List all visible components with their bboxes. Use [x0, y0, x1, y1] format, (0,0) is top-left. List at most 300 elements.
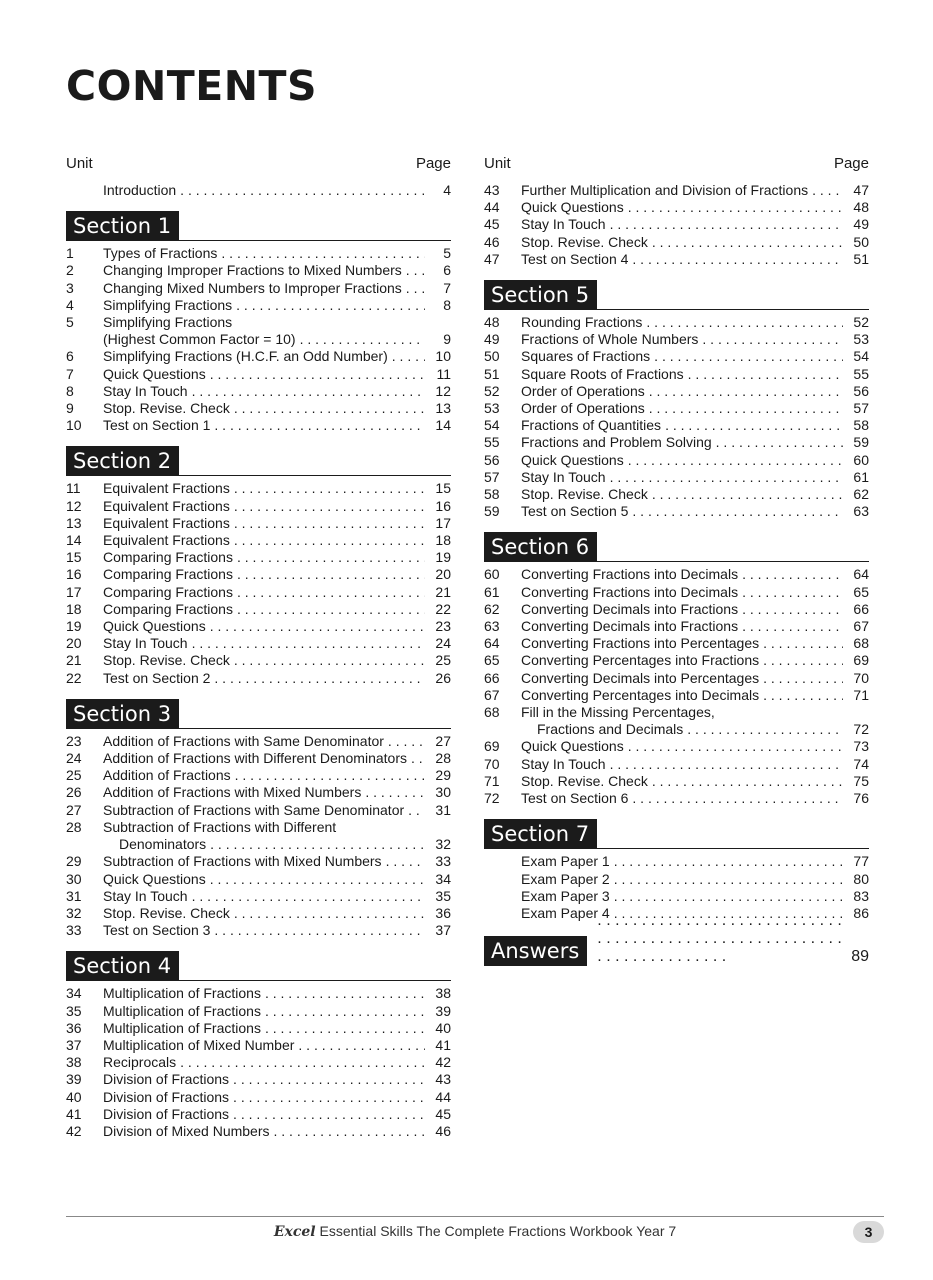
- entry-number: 38: [66, 1054, 82, 1071]
- toc-entry[interactable]: [66, 1003, 451, 1020]
- entry-number: 25: [66, 767, 82, 784]
- entry-number: 56: [484, 451, 500, 468]
- entry-title: Quick Questions: [521, 738, 624, 755]
- entry-number: 23: [66, 732, 82, 749]
- toc-entry[interactable]: [484, 601, 869, 618]
- leader-dots: [233, 1071, 425, 1088]
- toc-entry[interactable]: [484, 434, 869, 451]
- toc-entry[interactable]: [484, 618, 869, 635]
- entry-page: 76: [853, 790, 869, 807]
- entry-title: Rounding Fractions: [521, 314, 643, 331]
- entry-page: 51: [853, 250, 869, 267]
- entry-page: 70: [853, 669, 869, 686]
- entry-title: Stop. Revise. Check: [103, 652, 230, 669]
- toc-entry[interactable]: [66, 280, 451, 297]
- entry-number: 26: [66, 784, 82, 801]
- leader-dots: [652, 234, 843, 251]
- entry-page: 74: [853, 755, 869, 772]
- section-heading: [66, 446, 451, 476]
- entry-number: 2: [66, 262, 74, 279]
- entry-page: 86: [853, 904, 869, 921]
- toc-entry[interactable]: [66, 652, 451, 669]
- page-number: 3: [853, 1221, 884, 1243]
- entry-page: 24: [435, 635, 451, 652]
- entry-page: 26: [435, 669, 451, 686]
- entry-page: 10: [435, 348, 451, 365]
- leader-dots: [386, 853, 425, 870]
- leader-dots: [614, 853, 843, 870]
- toc-entry[interactable]: [484, 566, 869, 583]
- entry-page: 38: [435, 985, 451, 1002]
- toc-entry[interactable]: [66, 498, 451, 515]
- entry-page: 77: [853, 853, 869, 870]
- entry-title: Simplifying Fractions: [103, 314, 233, 331]
- toc-entry[interactable]: [66, 1089, 451, 1106]
- section-heading: [66, 211, 451, 241]
- entry-page: 73: [853, 738, 869, 755]
- toc-entry[interactable]: [66, 532, 451, 549]
- entry-page: 44: [435, 1088, 451, 1105]
- leader-dots: [392, 348, 425, 365]
- toc-entry[interactable]: [66, 314, 451, 331]
- section-rule: [66, 240, 451, 241]
- leader-dots: [411, 750, 425, 767]
- entry-page: 46: [435, 1122, 451, 1139]
- entry-page: 39: [435, 1002, 451, 1019]
- entry-title: Stay In Touch: [521, 755, 606, 772]
- toc-entry[interactable]: [66, 871, 451, 888]
- section-rule: [484, 848, 869, 849]
- entry-page: 6: [443, 262, 451, 279]
- toc-entry[interactable]: [66, 383, 451, 400]
- leader-dots: [234, 480, 425, 497]
- page-header: Page: [415, 154, 451, 172]
- toc-entry[interactable]: [66, 1123, 451, 1140]
- leader-dots: [610, 216, 843, 233]
- leader-dots: [649, 400, 843, 417]
- leader-dots: [628, 452, 843, 469]
- entry-page: 19: [435, 549, 451, 566]
- toc-entry[interactable]: [484, 670, 869, 687]
- toc-entry[interactable]: [66, 802, 451, 819]
- entry-number: 57: [484, 468, 500, 485]
- section-rule: [66, 475, 451, 476]
- entry-number: 49: [484, 331, 500, 348]
- toc-entry[interactable]: [66, 750, 451, 767]
- entry-page: 40: [435, 1019, 451, 1036]
- toc-entry[interactable]: [66, 601, 451, 618]
- leader-dots: [649, 383, 843, 400]
- entry-page: 29: [435, 767, 451, 784]
- entry-title: Converting Decimals into Percentages: [521, 669, 760, 686]
- toc-entry[interactable]: [484, 888, 869, 905]
- leader-dots: [763, 635, 843, 652]
- entry-title: Converting Fractions into Percentages: [521, 635, 760, 652]
- entry-number: 43: [484, 182, 500, 198]
- toc-entry[interactable]: [66, 245, 451, 262]
- toc-entry[interactable]: [484, 348, 869, 365]
- entry-title: Quick Questions: [103, 618, 206, 635]
- entry-number: 16: [66, 566, 82, 583]
- toc-entry[interactable]: [66, 566, 451, 583]
- entry-number: 36: [66, 1019, 82, 1036]
- leader-dots: [742, 584, 843, 601]
- entry-page: 35: [435, 887, 451, 904]
- toc-entry-continued[interactable]: [484, 721, 869, 738]
- leader-dots: [365, 784, 425, 801]
- entry-page: 72: [853, 721, 869, 738]
- entry-title: Comparing Fractions: [103, 583, 233, 600]
- entry-page: 62: [853, 486, 869, 503]
- entry-title: Equivalent Fractions: [103, 480, 230, 497]
- entry-page: 37: [435, 922, 451, 939]
- entry-title: Stop. Revise. Check: [521, 486, 648, 503]
- entry-title: Addition of Fractions with Same Denominator: [103, 732, 384, 749]
- entry-page: 45: [435, 1105, 451, 1122]
- entry-title: Converting Decimals into Fractions: [521, 600, 739, 617]
- leader-dots: [234, 400, 425, 417]
- toc-entry[interactable]: [66, 819, 451, 836]
- entry-page: 25: [435, 652, 451, 669]
- entry-number: 22: [66, 669, 82, 686]
- entry-number: 21: [66, 652, 82, 669]
- column-header: [66, 148, 451, 178]
- entry-page: 52: [853, 314, 869, 331]
- toc-entry-answers[interactable]: [484, 938, 869, 966]
- toc-entry[interactable]: [66, 853, 451, 870]
- entry-title: Addition of Fractions: [103, 767, 231, 784]
- entry-number: 54: [484, 417, 500, 434]
- entry-title: Division of Fractions: [103, 1088, 230, 1105]
- toc-entry[interactable]: [66, 922, 451, 939]
- entry-title: Test on Section 2: [103, 669, 211, 686]
- leader-dots: [210, 836, 425, 853]
- entry-number: 35: [66, 1002, 82, 1019]
- entry-number: 9: [66, 400, 74, 417]
- toc-entry[interactable]: [484, 331, 869, 348]
- entry-page: 67: [853, 618, 869, 635]
- toc-entry-continued[interactable]: [66, 836, 451, 853]
- entry-page: 17: [435, 514, 451, 531]
- toc-entry[interactable]: [484, 417, 869, 434]
- unit-header: Unit: [484, 154, 511, 172]
- entry-page: 54: [853, 348, 869, 365]
- toc-entry-continued[interactable]: [66, 331, 451, 348]
- entry-page: 21: [435, 583, 451, 600]
- entry-page: 58: [853, 417, 869, 434]
- entry-number: 32: [66, 904, 82, 921]
- entry-number: 59: [484, 503, 500, 520]
- leader-dots: [234, 498, 425, 515]
- entry-title: Converting Percentages into Decimals: [521, 686, 760, 703]
- column-header: [484, 148, 869, 178]
- entry-title: Test on Section 3: [103, 922, 211, 939]
- section-label: Section 6: [484, 532, 597, 562]
- entry-title: Test on Section 1: [103, 417, 211, 434]
- entry-page: 13: [435, 400, 451, 417]
- entry-title: Stop. Revise. Check: [521, 233, 648, 250]
- entry-page: 32: [435, 836, 451, 853]
- toc-entry[interactable]: [484, 486, 869, 503]
- entry-title: Addition of Fractions with Mixed Numbers: [103, 784, 362, 801]
- toc-entry[interactable]: [66, 1054, 451, 1071]
- page-title: CONTENTS: [66, 62, 318, 110]
- leader-dots: [234, 652, 425, 669]
- entry-number: 3: [66, 279, 74, 296]
- toc-entry[interactable]: [484, 773, 869, 790]
- leader-dots: [234, 905, 425, 922]
- leader-dots: [646, 314, 843, 331]
- entry-title: Multiplication of Fractions: [103, 1019, 261, 1036]
- leader-dots: [210, 871, 425, 888]
- entry-number: 13: [66, 514, 82, 531]
- answers-heading: Answers: [484, 936, 587, 966]
- toc-entry-introduction[interactable]: [66, 182, 451, 199]
- section-label: Section 1: [66, 211, 179, 241]
- entry-page: 50: [853, 233, 869, 250]
- entry-page: 66: [853, 600, 869, 617]
- toc-entry[interactable]: [484, 871, 869, 888]
- leader-dots: [192, 635, 425, 652]
- toc-entry[interactable]: [484, 251, 869, 268]
- toc-entry[interactable]: [66, 1071, 451, 1088]
- toc-entry[interactable]: [484, 469, 869, 486]
- section-heading: [66, 951, 451, 981]
- toc-entry[interactable]: [484, 452, 869, 469]
- entry-title: Stay In Touch: [103, 382, 188, 399]
- entry-number: 34: [66, 985, 82, 1002]
- entry-page: 89: [851, 948, 869, 966]
- entry-title: Test on Section 5: [521, 503, 629, 520]
- entry-page: 43: [435, 1071, 451, 1088]
- entry-number: 4: [66, 296, 74, 313]
- toc-entry[interactable]: [66, 784, 451, 801]
- entry-title: Converting Fractions into Decimals: [521, 566, 739, 583]
- section-heading: [484, 280, 869, 310]
- leader-dots: [406, 280, 425, 297]
- toc-entry[interactable]: [66, 767, 451, 784]
- entry-page: 9: [443, 331, 451, 348]
- entry-number: 53: [484, 400, 500, 417]
- entry-title: Types of Fractions: [103, 245, 218, 262]
- entry-number: 18: [66, 600, 82, 617]
- unit-header: Unit: [66, 154, 93, 172]
- entry-title: Subtraction of Fractions with Same Denominator: [103, 801, 405, 818]
- entry-page: 27: [435, 732, 451, 749]
- toc-entry[interactable]: [484, 687, 869, 704]
- leader-dots: [300, 331, 425, 348]
- toc-entry[interactable]: [66, 262, 451, 279]
- toc-entry[interactable]: [66, 905, 451, 922]
- section-rule: [66, 980, 451, 981]
- entry-title: Subtraction of Fractions with Mixed Numbers: [103, 853, 382, 870]
- toc-entry[interactable]: [66, 515, 451, 532]
- entry-title: Square Roots of Fractions: [521, 365, 684, 382]
- entry-title: Exam Paper 2: [521, 870, 610, 887]
- entry-page: 4: [443, 182, 451, 198]
- leader-dots: [597, 912, 843, 966]
- entry-page: 18: [435, 532, 451, 549]
- entry-page: 34: [435, 870, 451, 887]
- leader-dots: [274, 1123, 426, 1140]
- leader-dots: [628, 738, 843, 755]
- toc-entry[interactable]: [66, 417, 451, 434]
- leader-dots: [632, 251, 843, 268]
- entry-title: Stop. Revise. Check: [103, 904, 230, 921]
- leader-dots: [610, 756, 843, 773]
- toc-entry[interactable]: [484, 366, 869, 383]
- entry-page: 61: [853, 468, 869, 485]
- toc-entry[interactable]: [66, 1037, 451, 1054]
- entry-title: Division of Fractions: [103, 1071, 230, 1088]
- entry-title: Reciprocals: [103, 1054, 177, 1071]
- entry-number: 28: [66, 818, 82, 835]
- entry-title: Simplifying Fractions: [103, 296, 233, 313]
- entry-title: Equivalent Fractions: [103, 532, 230, 549]
- page-header: Page: [833, 154, 869, 172]
- entry-page: 30: [435, 784, 451, 801]
- entry-page: 56: [853, 382, 869, 399]
- leader-dots: [628, 199, 843, 216]
- entry-page: 47: [853, 182, 869, 198]
- entry-number: 20: [66, 635, 82, 652]
- leader-dots: [298, 1037, 425, 1054]
- entry-number: 62: [484, 600, 500, 617]
- entry-number: 39: [66, 1071, 82, 1088]
- entry-number: 37: [66, 1036, 82, 1053]
- entry-page: 15: [435, 480, 451, 497]
- toc-entry[interactable]: [66, 480, 451, 497]
- entry-title: Fractions of Quantities: [521, 417, 662, 434]
- leader-dots: [265, 1020, 425, 1037]
- entry-number: 70: [484, 755, 500, 772]
- leader-dots: [265, 985, 425, 1002]
- leader-dots: [687, 721, 843, 738]
- toc-entry[interactable]: [484, 216, 869, 233]
- toc-entry[interactable]: [66, 366, 451, 383]
- toc-entry[interactable]: [484, 790, 869, 807]
- toc-entry[interactable]: [66, 297, 451, 314]
- toc-entry[interactable]: [484, 199, 869, 216]
- section-heading: [484, 532, 869, 562]
- toc-entry[interactable]: [484, 383, 869, 400]
- entry-number: 31: [66, 887, 82, 904]
- leader-dots: [180, 1054, 425, 1071]
- entry-number: 40: [66, 1088, 82, 1105]
- entry-title: Comparing Fractions: [103, 549, 233, 566]
- entry-number: 46: [484, 233, 500, 250]
- entry-title: Subtraction of Fractions with Different: [103, 818, 337, 835]
- toc-entry[interactable]: [484, 314, 869, 331]
- entry-title: Stay In Touch: [103, 635, 188, 652]
- toc-entry[interactable]: [66, 635, 451, 652]
- entry-title: Quick Questions: [521, 199, 624, 216]
- entry-page: 48: [853, 199, 869, 216]
- entry-page: 31: [435, 801, 451, 818]
- entry-number: 29: [66, 853, 82, 870]
- toc-entry[interactable]: [66, 1106, 451, 1123]
- toc-entry[interactable]: [66, 1020, 451, 1037]
- entry-number: 55: [484, 434, 500, 451]
- toc-entry[interactable]: [66, 888, 451, 905]
- entry-title: Equivalent Fractions: [103, 497, 230, 514]
- toc-entry[interactable]: [484, 503, 869, 520]
- toc-entry[interactable]: [484, 853, 869, 870]
- toc-entry[interactable]: [66, 618, 451, 635]
- section-label: Section 2: [66, 446, 179, 476]
- entry-title: Quick Questions: [103, 870, 206, 887]
- leader-dots: [210, 366, 425, 383]
- entry-number: 27: [66, 801, 82, 818]
- toc-entry[interactable]: [484, 652, 869, 669]
- contents-column-right: [484, 148, 869, 966]
- toc-entry[interactable]: [484, 234, 869, 251]
- leader-dots: [236, 297, 425, 314]
- entry-page: 20: [435, 566, 451, 583]
- toc-entry[interactable]: [484, 635, 869, 652]
- toc-entry[interactable]: [484, 182, 869, 199]
- entry-page: 60: [853, 451, 869, 468]
- leader-dots: [408, 802, 425, 819]
- entry-number: 30: [66, 870, 82, 887]
- leader-dots: [233, 1089, 425, 1106]
- leader-dots: [192, 383, 425, 400]
- entry-title: Stop. Revise. Check: [521, 772, 648, 789]
- leader-dots: [235, 767, 425, 784]
- entry-title: Multiplication of Mixed Number: [103, 1036, 295, 1053]
- entry-page: 71: [853, 686, 869, 703]
- entry-title: Fill in the Missing Percentages,: [521, 704, 715, 721]
- leader-dots: [214, 922, 425, 939]
- entry-number: 7: [66, 365, 74, 382]
- entry-title: Changing Improper Fractions to Mixed Numbers: [103, 262, 402, 279]
- entry-page: 69: [853, 652, 869, 669]
- leader-dots: [237, 566, 425, 583]
- entry-page: 64: [853, 566, 869, 583]
- toc-entry[interactable]: [66, 400, 451, 417]
- toc-entry[interactable]: [66, 733, 451, 750]
- toc-entry[interactable]: [484, 400, 869, 417]
- entry-title: Equivalent Fractions: [103, 514, 230, 531]
- entry-number: 41: [66, 1105, 82, 1122]
- entry-page: 7: [443, 279, 451, 296]
- section-label: Section 5: [484, 280, 597, 310]
- entry-title-continued: Denominators: [119, 836, 207, 853]
- entry-page: 28: [435, 750, 451, 767]
- toc-entry[interactable]: [484, 704, 869, 721]
- toc-entry[interactable]: [484, 738, 869, 755]
- entry-number: 42: [66, 1122, 82, 1139]
- toc-entry[interactable]: [66, 985, 451, 1002]
- entry-number: 65: [484, 652, 500, 669]
- footer-rule: [66, 1216, 884, 1217]
- section-label: Section 7: [484, 819, 597, 849]
- toc-entry[interactable]: [66, 348, 451, 365]
- footer: [66, 1223, 884, 1240]
- toc-entry[interactable]: [66, 584, 451, 601]
- toc-entry[interactable]: [484, 584, 869, 601]
- entry-page: 80: [853, 870, 869, 887]
- toc-entry[interactable]: [66, 549, 451, 566]
- entry-number: 14: [66, 532, 82, 549]
- leader-dots: [610, 469, 843, 486]
- toc-entry[interactable]: [484, 756, 869, 773]
- entry-number: 66: [484, 669, 500, 686]
- entry-page: 49: [853, 216, 869, 233]
- toc-entry[interactable]: [66, 670, 451, 687]
- entry-title: Quick Questions: [103, 365, 206, 382]
- entry-number: 52: [484, 382, 500, 399]
